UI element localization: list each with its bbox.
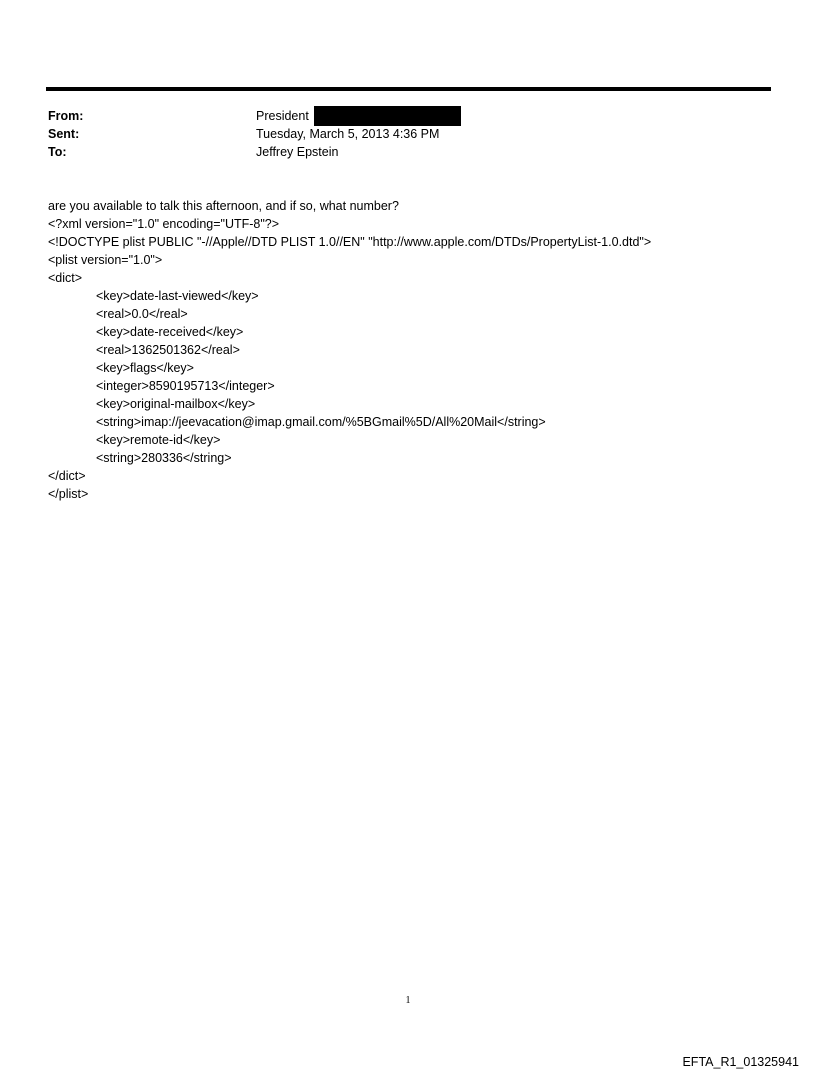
plist-entry-line: <integer>8590195713</integer> — [96, 379, 275, 393]
from-name: President — [256, 109, 309, 123]
to-value: Jeffrey Epstein — [256, 145, 339, 159]
header-divider — [46, 87, 771, 91]
plist-entry-line: <key>date-received</key> — [96, 325, 244, 339]
body-message-line: are you available to talk this afternoon, and if so, what number? — [48, 199, 399, 213]
xml-declaration-line: <?xml version="1.0" encoding="UTF-8"?> — [48, 217, 280, 231]
document-id: EFTA_R1_01325941 — [682, 1055, 799, 1069]
plist-entry-line: <key>original-mailbox</key> — [96, 397, 256, 411]
sent-label: Sent: — [48, 127, 80, 141]
plist-entry-line: <string>imap://jeevacation@imap.gmail.com/%5BGmail%5D/All%20Mail</string> — [96, 415, 546, 429]
plist-entry-line: <real>1362501362</real> — [96, 343, 240, 357]
plist-open-line: <plist version="1.0"> — [48, 253, 163, 267]
page-number: 1 — [405, 995, 411, 1006]
from-row — [48, 107, 768, 125]
plist-entry-line: <key>flags</key> — [96, 361, 194, 375]
sent-row — [48, 125, 768, 143]
from-label: From: — [48, 109, 84, 123]
sent-value: Tuesday, March 5, 2013 4:36 PM — [256, 127, 440, 141]
from-value — [256, 106, 461, 126]
dict-open-line: <dict> — [48, 271, 83, 285]
to-row — [48, 143, 768, 161]
dict-close-line: </dict> — [48, 469, 86, 483]
email-body — [48, 197, 778, 503]
plist-entry-line: <key>date-last-viewed</key> — [96, 289, 259, 303]
email-header — [48, 107, 768, 161]
plist-entry-line: <string>280336</string> — [96, 451, 232, 465]
plist-close-line: </plist> — [48, 487, 89, 501]
to-label: To: — [48, 145, 67, 159]
plist-entry-line: <real>0.0</real> — [96, 307, 188, 321]
doctype-line: <!DOCTYPE plist PUBLIC "-//Apple//DTD PLIST 1.0//EN" "http://www.apple.com/DTDs/PropertyList-1.0.dtd"> — [48, 235, 652, 249]
plist-entry-line: <key>remote-id</key> — [96, 433, 221, 447]
redaction-box — [314, 106, 461, 126]
